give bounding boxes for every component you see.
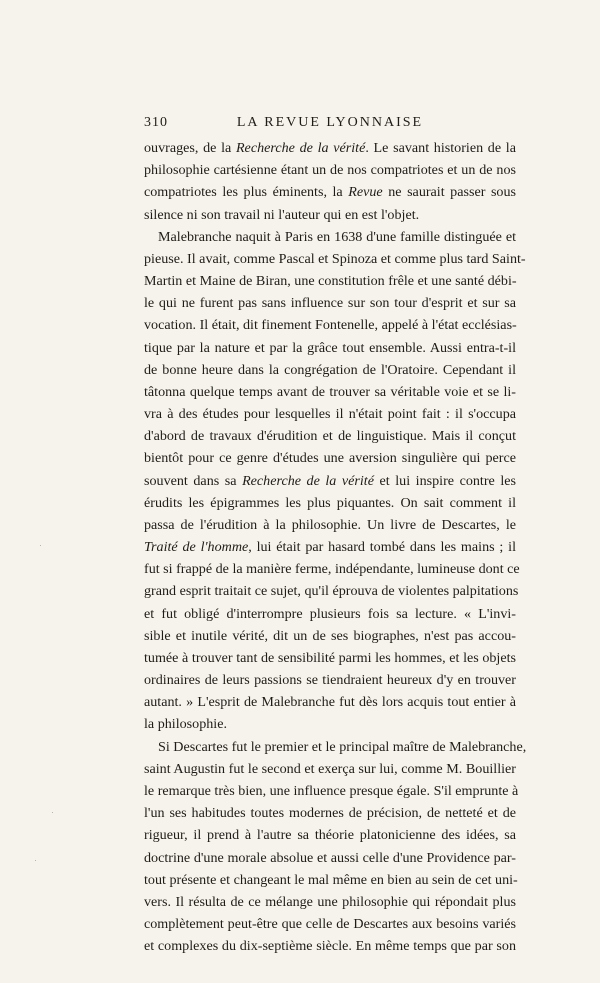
text-run: Si Descartes fut le premier et le principal maître de Malebranche, <box>158 738 527 755</box>
italic-title: Revue <box>348 184 383 201</box>
text-line <box>144 292 516 314</box>
text-run: bientôt pour ce genre d'études une aversion singulière qui perce <box>144 450 516 467</box>
text-line <box>144 891 516 913</box>
paper-speck <box>35 860 36 861</box>
text-run: et lui inspire contre les <box>373 472 516 489</box>
text-line <box>144 381 516 403</box>
text-run: compatriotes les plus éminents, la <box>144 184 349 201</box>
text-run: rigueur, il prend à l'autre sa théorie platonicienne des idées, sa <box>144 827 516 844</box>
text-run: saint Augustin fut le second et exerça sur lui, comme M. Bouillier <box>144 760 516 777</box>
text-run: ouvrages, de la <box>144 140 236 156</box>
text-line <box>144 847 516 869</box>
text-line <box>144 758 516 780</box>
text-line <box>144 913 516 935</box>
text-run: tumée à trouver tant de sensibilité parmi les hommes, et les objets <box>144 649 516 666</box>
text-run: d'abord de travaux d'érudition et de linguistique. Mais il conçut <box>144 428 516 445</box>
text-line <box>144 137 516 159</box>
body-text <box>144 137 527 957</box>
text-line <box>144 647 516 669</box>
italic-title: Recherche de la vérité <box>235 140 366 156</box>
text-run: tâtonna quelque temps avant de trouver sa véritable voie et se li- <box>144 383 516 400</box>
text-line <box>144 447 516 469</box>
text-run: Martin et Maine de Biran, une constitution frêle et une santé débi- <box>144 273 517 290</box>
text-run: et complexes du dix-septième siècle. En même temps que par son <box>144 938 516 955</box>
text-run: et fut obligé d'interrompre plusieurs fois sa lecture. « L'invi- <box>144 605 516 622</box>
page-number: 310 <box>144 115 168 130</box>
text-run: Malebranche naquit à Paris en 1638 d'une famille distinguée et <box>158 228 516 245</box>
text-line <box>144 359 516 381</box>
text-run: vocation. Il était, dit finement Fontenelle, appelé à l'état ecclésias- <box>144 317 517 334</box>
text-line <box>144 869 516 891</box>
italic-title: Traité de l'homme <box>144 539 249 556</box>
text-run: le remarque très bien, une influence presque égale. S'il emprunte à <box>144 782 519 799</box>
text-line <box>144 824 516 846</box>
text-run: de bonne heure dans la congrégation de l'Oratoire. Cependant il <box>144 361 516 378</box>
text-line <box>144 603 516 625</box>
text-line <box>144 536 516 558</box>
text-run: silence ni son travail ni l'auteur qui en est l'objet. <box>144 206 420 223</box>
text-line <box>144 492 516 514</box>
text-run: . Le savant historien de la <box>365 140 516 156</box>
text-line <box>144 625 516 647</box>
text-run: fut si frappé de la manière ferme, indépendante, lumineuse dont ce <box>144 561 520 578</box>
text-line <box>144 713 516 735</box>
text-line <box>144 669 516 691</box>
text-run: philosophie cartésienne étant un de nos compatriotes et un de nos <box>144 162 516 179</box>
text-line <box>144 514 516 536</box>
text-run: le qui ne furent pas sans influence sur son tour d'esprit et sur sa <box>144 295 516 312</box>
text-line <box>144 558 520 580</box>
text-line <box>144 802 516 824</box>
text-line <box>144 425 516 447</box>
paper-speck <box>52 812 53 813</box>
text-line <box>144 314 516 336</box>
paper-speck <box>40 545 41 546</box>
text-line <box>144 248 526 270</box>
text-line <box>144 337 516 359</box>
text-run: sible et inutile vérité, dit un de ses biographes, n'est pas accou- <box>144 627 516 644</box>
text-line <box>144 691 516 713</box>
text-line <box>144 780 519 802</box>
text-run: souvent dans sa <box>144 472 243 489</box>
text-run: l'un ses habitudes toutes modernes de précision, de netteté et de <box>144 805 516 822</box>
italic-title: Recherche de la vérité <box>242 472 374 489</box>
text-run: , lui était par hasard tombé dans les mains ; il <box>248 539 516 556</box>
text-run: doctrine d'une morale absolue et aussi celle d'une Providence par- <box>144 849 516 866</box>
text-run: ne saurait passer sous <box>382 184 517 201</box>
text-run: vra à des études pour lesquelles il n'était point fait : il s'occupa <box>144 406 516 423</box>
text-line <box>144 226 516 248</box>
text-run: grand esprit traitait ce sujet, qu'il éprouva de violentes palpitations <box>144 583 519 600</box>
text-line <box>144 204 516 226</box>
text-run: vers. Il résulta de ce mélange une philosophie qui répondait plus <box>144 893 516 910</box>
text-line <box>144 403 516 425</box>
text-run: autant. » L'esprit de Malebranche fut dès lors acquis tout entier à <box>144 694 516 711</box>
text-line <box>144 935 516 957</box>
page-header <box>144 115 516 135</box>
text-run: érudits les épigrammes les plus piquantes. On sait comment il <box>144 494 516 511</box>
text-line <box>144 159 516 181</box>
text-line <box>144 580 519 602</box>
text-run: tout présente et changeant le mal même en bien au sein de cet uni- <box>144 871 518 888</box>
text-line <box>144 181 516 203</box>
text-run: ordinaires de leurs passions se tiendraient heureux d'y en trouver <box>144 672 516 689</box>
text-run: complètement peut-être que celle de Descartes aux besoins variés <box>144 916 516 933</box>
text-line <box>144 470 516 492</box>
text-line <box>144 736 527 758</box>
text-run: tique par la nature et par la grâce tout ensemble. Aussi entra-t-il <box>144 339 516 356</box>
running-title: LA REVUE LYONNAISE <box>236 115 424 130</box>
text-run: la philosophie. <box>144 716 227 733</box>
text-run: passa de l'érudition à la philosophie. Un livre de Descartes, le <box>144 516 516 533</box>
text-run: pieuse. Il avait, comme Pascal et Spinoza et comme plus tard Saint- <box>144 250 526 267</box>
text-line <box>144 270 516 292</box>
